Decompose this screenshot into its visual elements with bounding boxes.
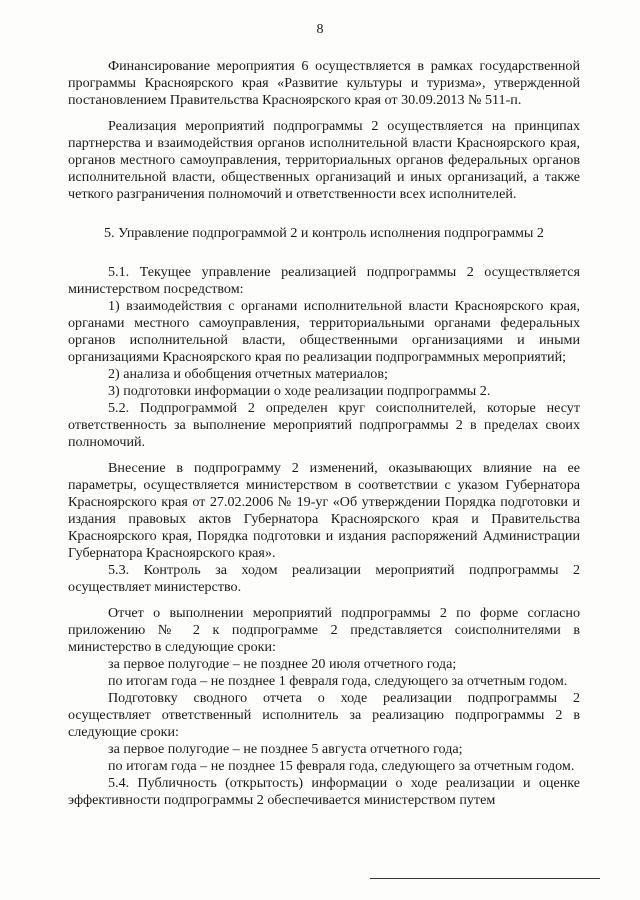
paragraph-5-1: 5.1. Текущее управление реализацией подпрограммы 2 осуществляется министерством посредством: bbox=[68, 264, 580, 297]
paragraph-implementation-principles: Реализация мероприятий подпрограммы 2 осуществляется на принципах партнерства и взаимодействия органов исполнительной власти Красноярского края, органов местного самоуправления, территориальных органов федеральных органов исполнительной власти, общественных организаций и иных организаций, а также четкого разграничения полномочий и ответственности всех исполнителей. bbox=[68, 118, 580, 202]
section-heading: 5. Управление подпрограммой 2 и контроль исполнения подпрограммы 2 bbox=[104, 225, 544, 241]
page-number: 8 bbox=[316, 22, 324, 37]
paragraph-5-3: 5.3. Контроль за ходом реализации мероприятий подпрограммы 2 осуществляет министерство. bbox=[68, 562, 580, 595]
paragraph-5-4: 5.4. Публичность (открытость) информации о ходе реализации и оценке эффективности подпрограммы 2 обеспечивается министерством путем bbox=[68, 775, 580, 808]
paragraph-summary-report: Подготовку сводного отчета о ходе реализации подпрограммы 2 осуществляет ответственный исполнитель за реализацию подпрограммы 2 в следующие сроки: bbox=[68, 690, 580, 740]
paragraph-5-2: 5.2. Подпрограммой 2 определен круг соисполнителей, которые несут ответственность за выполнение мероприятий подпрограммы 2 в пределах своих полномочий. bbox=[68, 400, 580, 450]
deadline-summary-first-half: за первое полугодие – не позднее 5 августа отчетного года; bbox=[108, 741, 463, 757]
footer-rule bbox=[370, 878, 600, 879]
paragraph-report: Отчет о выполнении мероприятий подпрограммы 2 по форме согласно приложению № 2 к подпрограмме 2 представляется соисполнителями в министерство в следующие сроки: bbox=[68, 605, 580, 655]
list-item-3: 3) подготовки информации о ходе реализации подпрограммы 2. bbox=[108, 383, 491, 399]
deadline-year-end: по итогам года – не позднее 1 февраля года, следующего за отчетным годом. bbox=[108, 673, 568, 689]
document-body bbox=[68, 58, 580, 809]
deadline-first-half: за первое полугодие – не позднее 20 июля отчетного года; bbox=[108, 656, 457, 672]
deadline-summary-year-end: по итогам года – не позднее 15 февраля года, следующего за отчетным годом. bbox=[108, 758, 575, 774]
paragraph-changes: Внесение в подпрограмму 2 изменений, оказывающих влияние на ее параметры, осуществляется министерством в соответствии с указом Губернатора Красноярского края от 27.02.2006 № 19-уг «Об утверждении Порядка подготовки и издания правовых актов Губернатора Красноярского края и Правительства Красноярского края, Порядка подготовки и издания распоряжений Администрации Губернатора Красноярского края». bbox=[68, 460, 580, 561]
list-item-2: 2) анализа и обобщения отчетных материалов; bbox=[108, 366, 388, 382]
list-item-1: 1) взаимодействия с органами исполнительной власти Красноярского края, органами местного самоуправления, территориальными органами федеральных органов исполнительной власти, общественными организациями и иными организациями Красноярского края по реализации подпрограммных мероприятий; bbox=[68, 298, 580, 365]
paragraph-funding: Финансирование мероприятия 6 осуществляется в рамках государственной программы Красноярского края «Развитие культуры и туризма», утвержденной постановлением Правительства Красноярского края от 30.09.2013 № 511-п. bbox=[68, 58, 580, 108]
